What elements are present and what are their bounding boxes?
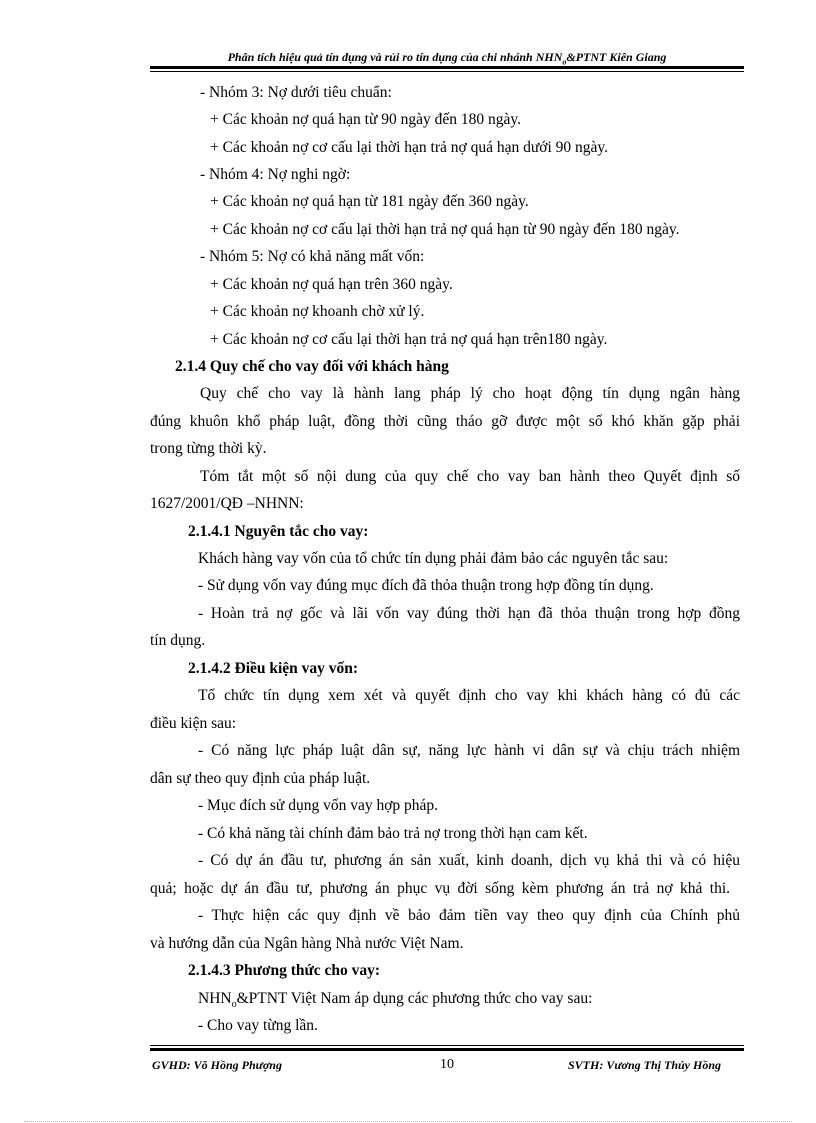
text-line: Tổ chức tín dụng xem xét và quyết định cho vay khi khách hàng có đủ các — [198, 687, 740, 704]
text-line: Khách hàng vay vốn của tổ chức tín dụng phải đảm bảo các nguyên tắc sau: — [198, 550, 669, 567]
text-line: tín dụng. — [150, 632, 206, 649]
text-line: - Sử dụng vốn vay đúng mục đích đã thỏa thuận trong hợp đồng tín dụng. — [198, 577, 654, 594]
text-line: + Các khoản nợ quá hạn từ 90 ngày đến 180 ngày. — [210, 111, 522, 128]
text-line: - Nhóm 3: Nợ dưới tiêu chuẩn: — [200, 84, 392, 101]
text-line: - Thực hiện các quy định về bảo đảm tiền vay theo quy định của Chính phủ — [198, 907, 740, 924]
text-line: - Hoàn trả nợ gốc và lãi vốn vay đúng thời hạn đã thỏa thuận trong hợp đồng — [198, 605, 740, 622]
text-line: + Các khoản nợ quá hạn trên 360 ngày. — [210, 276, 453, 293]
text-line: + Các khoản nợ cơ cấu lại thời hạn trả nợ quá hạn trên180 ngày. — [210, 331, 608, 348]
text-line: - Có khả năng tài chính đảm bảo trả nợ trong thời hạn cam kết. — [198, 825, 588, 842]
text-line: Tóm tắt một số nội dung của quy chế cho vay ban hành theo Quyết định số — [200, 468, 740, 485]
header-title-part1: Phân tích hiệu quả tín dụng và rủi ro tín dụng của chi nhánh NHN — [227, 50, 563, 64]
section-heading-2-1-4-3: 2.1.4.3 Phương thức cho vay: — [188, 962, 381, 979]
header-title-subscript: o — [562, 57, 567, 67]
text-line: - Có năng lực pháp luật dân sự, năng lực hành vi dân sự và chịu trách nhiệm — [198, 742, 740, 759]
text-part: NHN — [198, 990, 232, 1007]
text-line: + Các khoản nợ quá hạn từ 181 ngày đến 360 ngày. — [210, 193, 529, 210]
text-line: - Có dự án đầu tư, phương án sản xuất, kinh doanh, dịch vụ khả thi và có hiệu — [198, 852, 740, 869]
header-rule-thin — [150, 71, 744, 72]
section-heading-2-1-4: 2.1.4 Quy chế cho vay đối với khách hàng — [175, 358, 449, 375]
text-line: + Các khoản nợ cơ cấu lại thời hạn trả nợ quá hạn từ 90 ngày đến 180 ngày. — [210, 221, 680, 238]
text-line: 1627/2001/QĐ –NHNN: — [150, 495, 304, 512]
page-header — [150, 50, 744, 66]
footer-rule-thin — [150, 1045, 744, 1046]
text-line: dân sự theo quy định của pháp luật. — [150, 770, 371, 787]
section-heading-2-1-4-1: 2.1.4.1 Nguyên tắc cho vay: — [188, 523, 369, 540]
page-number: 10 — [440, 1057, 454, 1072]
text-part: &PTNT Việt Nam áp dụng các phương thức cho vay sau: — [236, 990, 593, 1007]
text-line: - Mục đích sử dụng vốn vay hợp pháp. — [198, 797, 439, 814]
footer-advisor: GVHD: Võ Hồng Phượng — [152, 1058, 282, 1072]
text-line: quả; hoặc dự án đầu tư, phương án phục vụ đời sống kèm phương án trả nợ khả thi. — [150, 880, 730, 897]
text-line: - Nhóm 5: Nợ có khả năng mất vốn: — [200, 248, 425, 265]
footer-student: SVTH: Vương Thị Thúy Hồng — [568, 1058, 721, 1072]
text-line: + Các khoản nợ khoanh chờ xử lý. — [210, 303, 425, 320]
text-line: + Các khoản nợ cơ cấu lại thời hạn trả nợ quá hạn dưới 90 ngày. — [210, 139, 609, 156]
text-line — [198, 990, 592, 1014]
footer-rule-thick — [150, 1048, 744, 1051]
header-title-part2: &PTNT Kiên Giang — [566, 50, 667, 64]
page-edge-dotted-line — [24, 1121, 792, 1122]
text-line: đúng khuôn khổ pháp luật, đồng thời cũng tháo gỡ được một số khó khăn gặp phải — [150, 413, 740, 430]
text-line: điều kiện sau: — [150, 715, 237, 732]
text-line: và hướng dẫn của Ngân hàng Nhà nước Việt Nam. — [150, 935, 464, 952]
text-line: - Cho vay từng lần. — [198, 1017, 318, 1034]
text-line: - Nhóm 4: Nợ nghi ngờ: — [200, 166, 351, 183]
text-line: trong từng thời kỳ. — [150, 440, 267, 457]
text-line: Quy chế cho vay là hành lang pháp lý cho hoạt động tín dụng ngân hàng — [200, 385, 740, 402]
text-subscript: o — [231, 999, 237, 1011]
header-rule-thick — [150, 66, 744, 69]
section-heading-2-1-4-2: 2.1.4.2 Điều kiện vay vốn: — [188, 660, 359, 677]
